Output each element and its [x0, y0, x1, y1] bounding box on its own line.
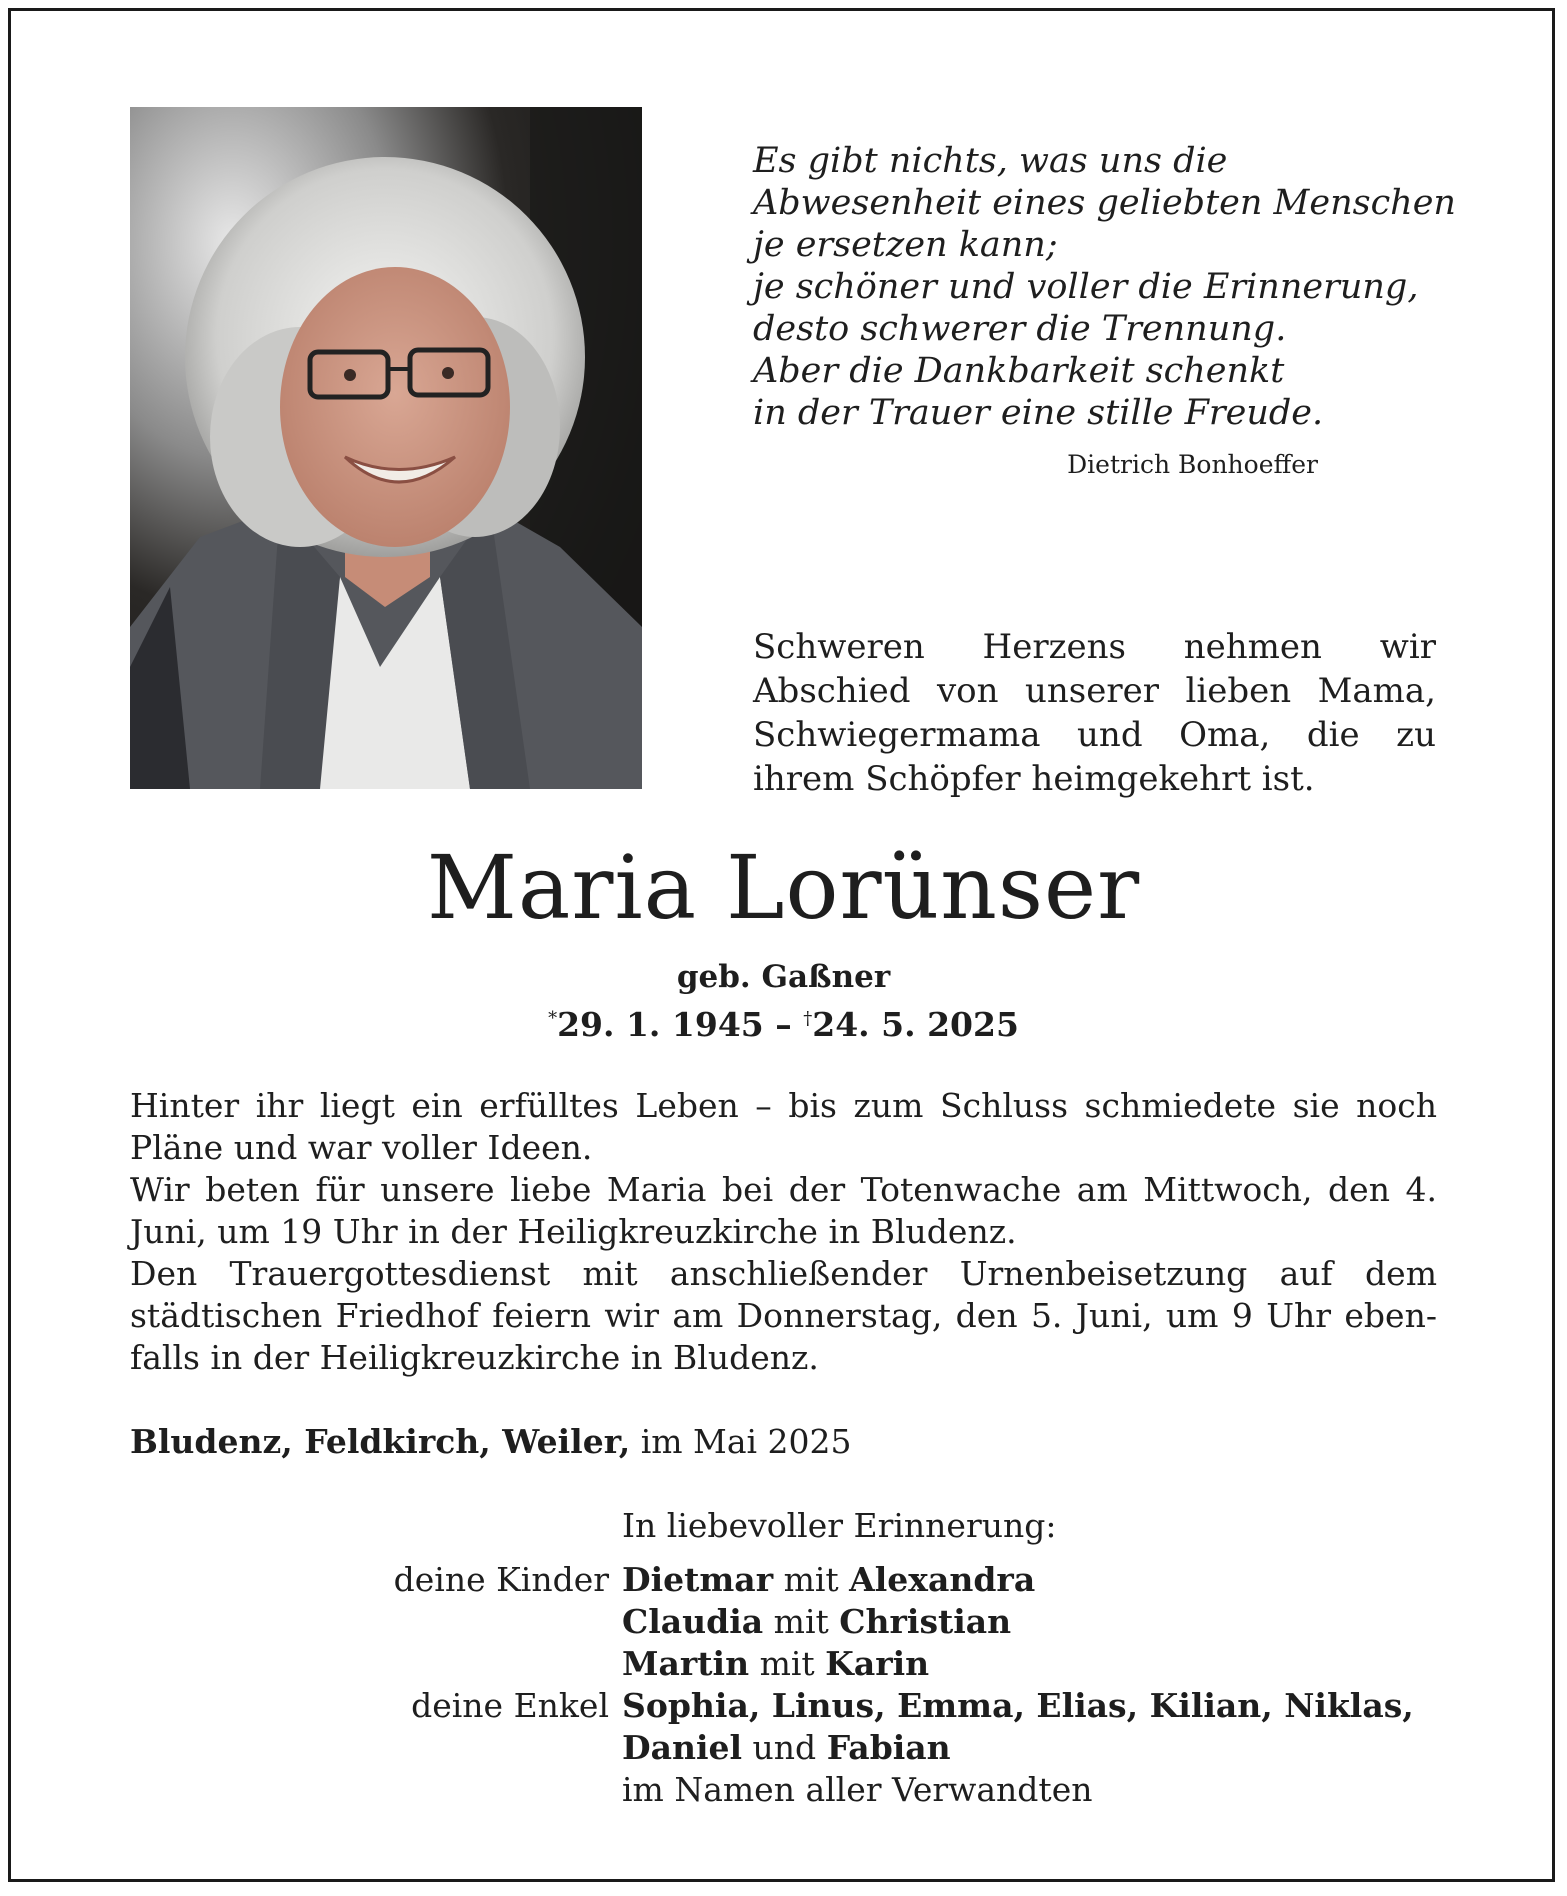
child-name: Dietmar: [622, 1560, 774, 1599]
grandchild-name: Fabian: [826, 1728, 951, 1767]
death-date: 24. 5. 2025: [812, 1005, 1019, 1044]
grandchildren-row: [0, 1728, 1567, 1770]
child-entry: [622, 1602, 1011, 1641]
place-locations: Bludenz, Feldkirch, Weiler,: [130, 1422, 631, 1461]
child-name: Martin: [622, 1644, 750, 1683]
joiner: mit: [773, 1560, 850, 1599]
body-paragraph: Wir beten für unsere liebe Maria bei der Totenwache am Mittwoch, den 4. Juni, um 19 Uhr in der Heiligkreuzkirche in Bludenz.: [130, 1170, 1437, 1251]
children-row: [0, 1602, 1567, 1644]
joiner: und: [742, 1728, 827, 1767]
partner-name: Alexandra: [849, 1560, 1036, 1599]
joiner: mit: [749, 1644, 826, 1683]
death-symbol: †: [803, 1008, 813, 1029]
place-date: im Mai 2025: [630, 1422, 852, 1461]
intro-text: Schweren Herzens nehmen wir Abschied von unserer lieben Mama, Schwiegermama und Oma, die zu ihrem Schöpfer heimgekehrt ist.: [753, 627, 1436, 799]
partner-name: Karin: [825, 1644, 930, 1683]
birth-name: geb. Gaßner: [676, 959, 891, 995]
grandchildren-line: [622, 1728, 951, 1767]
grandchildren-line: [622, 1686, 1414, 1725]
obituary-body: [130, 1085, 1437, 1379]
grandchildren-row: [0, 1686, 1567, 1728]
joiner: mit: [763, 1602, 840, 1641]
quote-line: je ersetzen kann;: [753, 225, 1058, 265]
quote-line: je schöner und voller die Erinnerung,: [753, 267, 1419, 307]
bonhoeffer-quote: [753, 140, 1456, 434]
quote-line: desto schwerer die Trennung.: [753, 309, 1287, 349]
closing-row: [0, 1770, 1567, 1812]
grandchildren-names: Sophia, Linus, Emma, Elias, Kilian, Niklas,: [622, 1686, 1414, 1725]
place-date-line: [130, 1422, 852, 1461]
quote-line: in der Trauer eine stille Freude.: [753, 393, 1324, 433]
children-label: deine Kinder: [393, 1560, 609, 1599]
child-name: Claudia: [622, 1602, 764, 1641]
deceased-name: Maria Lorünser: [426, 836, 1141, 939]
grandchild-name: Daniel: [622, 1728, 743, 1767]
birth-symbol: *: [548, 1008, 558, 1029]
child-entry: [622, 1560, 1035, 1599]
quote-line: Aber die Dankbarkeit schenkt: [753, 351, 1285, 391]
child-entry: [622, 1644, 929, 1683]
body-paragraph: Den Trauergottesdienst mit anschließender Urnenbeisetzung auf dem städtischen Friedhof feiern wir am Donnerstag, den 5. Juni, um 9 Uhr ebenfalls in der Heiligkreuzkirche in Bludenz.: [130, 1254, 1437, 1377]
children-row: [0, 1644, 1567, 1686]
grandchildren-label: deine Enkel: [411, 1686, 609, 1725]
portrait-photo: [130, 107, 642, 789]
life-dates: [0, 1005, 1567, 1044]
body-paragraph: Hinter ihr liegt ein erfülltes Leben – bis zum Schluss schmiedete sie noch Pläne und war voller Ideen.: [130, 1086, 1437, 1167]
quote-line: Abwesenheit eines geliebten Menschen: [753, 183, 1456, 223]
quote-author: Dietrich Bonhoeffer: [1067, 450, 1318, 479]
partner-name: Christian: [839, 1602, 1012, 1641]
birth-date: 29. 1. 1945: [557, 1005, 764, 1044]
portrait-illustration: [130, 107, 642, 789]
children-row: [0, 1560, 1567, 1602]
memory-intro: In liebevoller Erinnerung:: [622, 1506, 1057, 1545]
date-dash: –: [763, 1005, 804, 1044]
quote-line: Es gibt nichts, was uns die: [753, 141, 1228, 181]
closing-text: im Namen aller Verwandten: [622, 1770, 1093, 1809]
